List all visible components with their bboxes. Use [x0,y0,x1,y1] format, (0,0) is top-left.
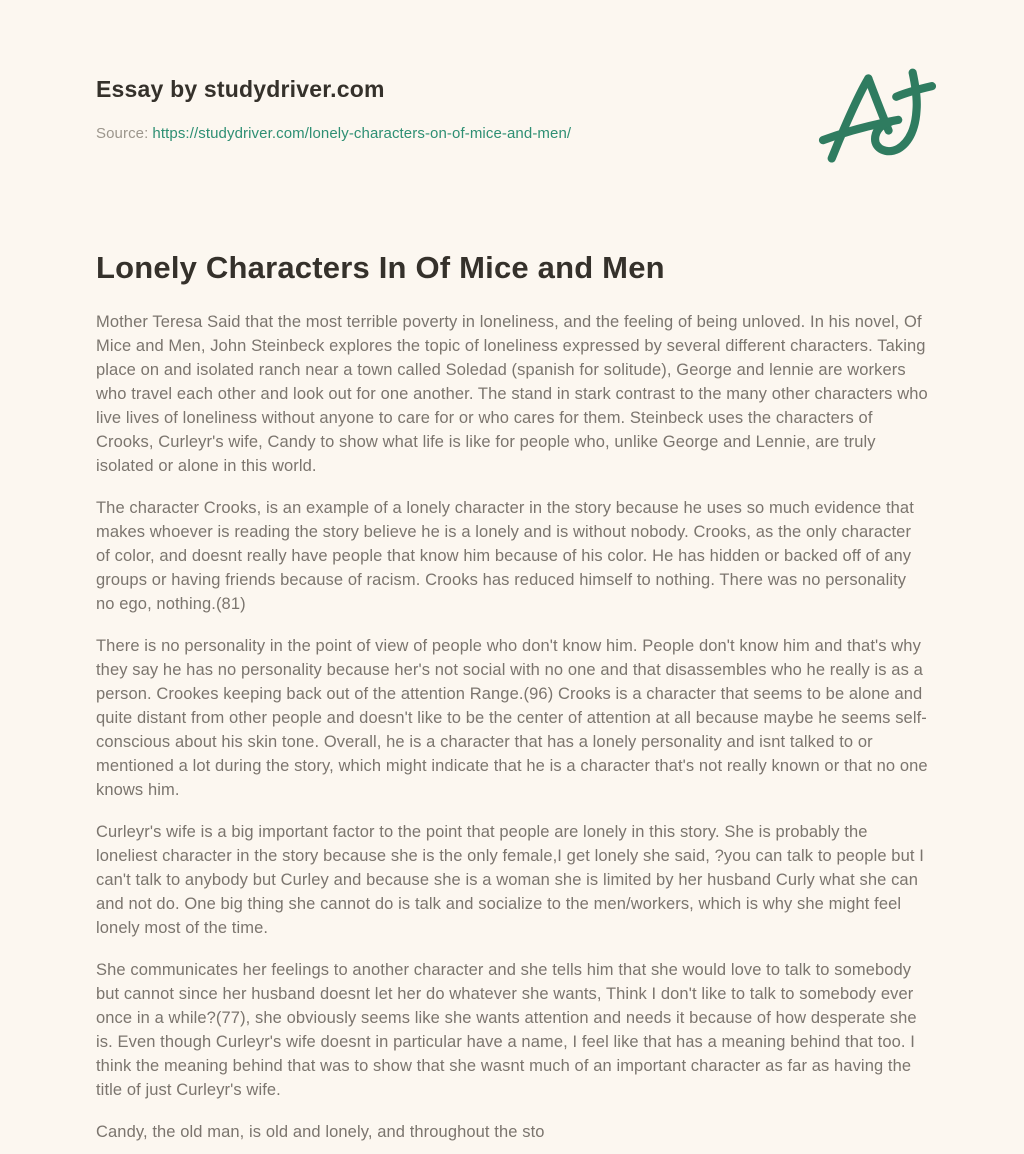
page-header [96,64,928,170]
essay-paragraph: Curleyr's wife is a big important factor to the point that people are lonely in this story. She is probably the loneliest character in the story because she is the only female,I get lonely she said, ?you can talk to people but I can't talk to anybody but Curley and because she is a woman she is limited by her husband Curly what she can and not do. One big thing she cannot do is talk and socialize to the men/workers, which is why she might feel lonely most of the time. [96,823,924,937]
source-row [96,125,571,142]
essay-paragraph: Mother Teresa Said that the most terrible poverty in loneliness, and the feeling of being unloved. In his novel, Of Mice and Men, John Steinbeck explores the topic of loneliness expressed by several different characters. Taking place on and isolated ranch near a town called Soledad (spanish for solitude), George and lennie are workers who travel each other and look out for one another. The stand in stark contrast to the many other characters who live lives of loneliness without anyone to care for or who cares for them. Steinbeck uses the characters of Crooks, Curleyr's wife, Candy to show what life is like for people who, unlike George and Lennie, are truly isolated or alone in this world. [96,313,928,475]
page-title: Lonely Characters In Of Mice and Men [96,250,665,285]
essay-paragraph: The character Crooks, is an example of a lonely character in the story because he uses so much evidence that makes whoever is reading the story believe he is a lonely and is without nobody. Crooks, as the only character of color, and doesnt really have people that know him because of his color. He has hidden or backed off of any groups or having friends because of racism. Crooks has reduced himself to nothing. There was no personality no ego, nothing.(81) [96,499,914,613]
byline: Essay by studydriver.com [96,76,385,102]
essay-paragraph: There is no personality in the point of view of people who don't know him. People don't know him and that's why they say he has no personality because her's not social with no one and that disassembles who he really is as a person. Crookes keeping back out of the attention Range.(96) Crooks is a character that seems to be alone and quite distant from other people and doesn't like to be the center of attention at all because maybe he seems self-conscious about his skin tone. Overall, he is a character that has a lonely personality and isnt talked to or mentioned a lot during the story, which might indicate that he is a character that's not really known or that no one knows him. [96,637,928,799]
essay-body [96,310,928,1144]
essay-paragraph: She communicates her feelings to another character and she tells him that she would love to talk to somebody but cannot since her husband doesnt let her do whatever she wants, Think I don't like to talk to somebody ever once in a while?(77), she obviously seems like she wants attention and needs it because of how desperate she is. Even though Curleyr's wife doesnt in particular have a name, I feel like that has a meaning behind that too. I think the meaning behind that was to show that she wasnt much of an important character as far as having the title of just Curleyr's wife. [96,961,917,1099]
header-left [96,64,571,142]
source-label: Source: [96,125,149,142]
essay-paragraph: Candy, the old man, is old and lonely, and throughout the sto [96,1123,545,1141]
studydriver-a-plus-logo-icon [818,64,936,170]
source-url-link[interactable]: https://studydriver.com/lonely-characters-on-of-mice-and-men/ [152,125,572,142]
